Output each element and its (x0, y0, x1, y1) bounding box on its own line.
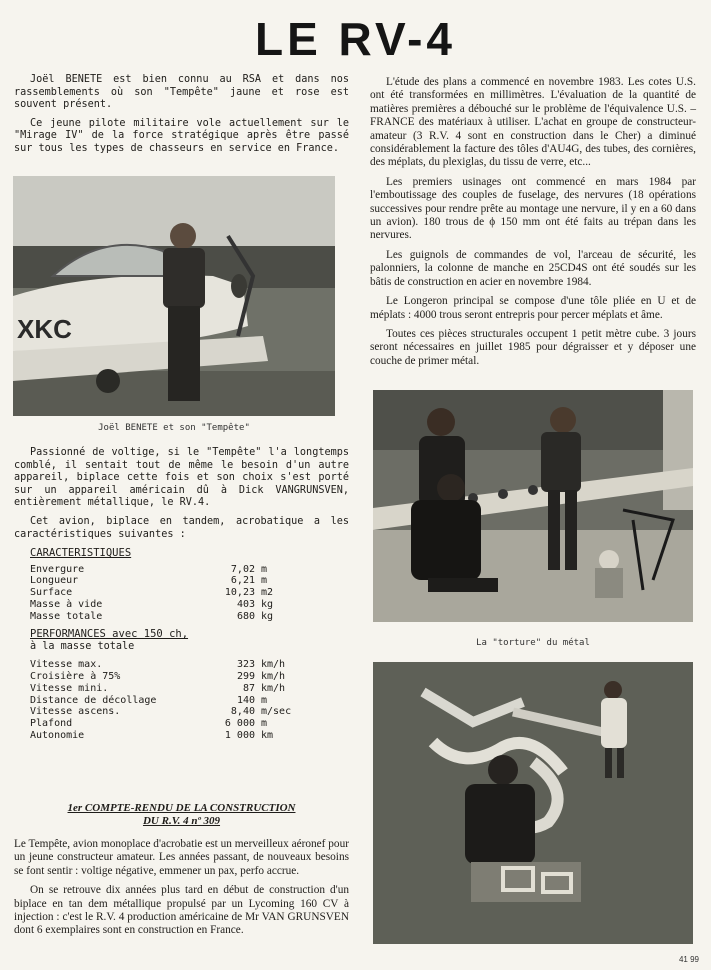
intro-paragraph: Ce jeune pilote militaire vole actuellement sur le "Mirage IV" de la force stratégique après être passé sur tous les types de chasseurs en service en France. (14, 117, 349, 154)
perf-label: Vitesse max. (30, 659, 103, 671)
perf-unit: m (261, 717, 268, 729)
spec-value: 6,21 (230, 575, 255, 587)
perf-value: 87 (242, 682, 255, 694)
spec-unit: m (261, 563, 268, 575)
spec-value: 10,23 (224, 587, 255, 599)
photo-pilot-with-plane (13, 176, 335, 416)
table-row (14, 659, 349, 671)
construction-report (14, 790, 349, 944)
report-heading-line: 1er COMPTE-RENDU DE LA CONSTRUCTION (67, 802, 296, 814)
body-paragraph: L'étude des plans a commencé en novembre 1983. Les cotes U.S. ont été transformées en millimètres. L'évaluation de la quantité de matières premières a débouché sur le problème de l'équivalence U.S. – FRANCE des matériaux à utiliser. L'achat en groupe de constructeur-amateur (3 R.V. 4 sont en construction dans le Cher) a diminué considérablement la facture des tôles d'AU4G, des tubes, des cornières, des méplats, du plexiglas, du tissu de verre, etc... (370, 76, 696, 169)
spec-label: Masse à vide (30, 598, 103, 610)
report-heading-line: DU R.V. 4 nº 309 (142, 815, 221, 827)
body-paragraph: On se retrouve dix années plus tard en début de construction d'un biplace en tan dem métallique propulsé par un Lycoming 160 CV à injection : c'est le R.V. 4 production américaine de Mr VAN GRUNSVEN dont 6 exemplaires sont en construction en France. (14, 884, 349, 937)
perf-value: 323 (236, 659, 255, 671)
photo-workshop-image (373, 390, 693, 622)
performances-table (14, 659, 349, 741)
photo-parts-on-lawn (373, 662, 693, 944)
left-intro (14, 74, 349, 162)
specs-table (14, 564, 349, 623)
report-heading (14, 802, 349, 828)
photo-caption: La "torture" du métal (476, 638, 590, 648)
performances-heading: PERFORMANCES avec 150 ch, (30, 628, 189, 641)
perf-value: 299 (236, 671, 255, 683)
perf-label: Plafond (30, 717, 73, 729)
photo-parts-on-lawn-image (373, 662, 693, 944)
perf-value: 140 (236, 694, 255, 706)
perf-label: Croisière à 75% (30, 671, 121, 683)
spec-label: Masse totale (30, 610, 103, 622)
spec-unit: m2 (261, 587, 274, 599)
page-title: LE RV-4 (255, 13, 456, 65)
table-row (14, 730, 349, 742)
perf-unit: km/h (261, 671, 286, 683)
table-row (14, 564, 349, 576)
body-paragraph: Les guignols de commandes de vol, l'arceau de sécurité, les palonniers, la colonne de manche en 25CD4S ont été soudés sur les bâtis de construction en acier en novembre 1984. (370, 248, 696, 288)
spec-value: 680 (236, 610, 255, 622)
right-text (370, 76, 696, 374)
photo-caption: Joël BENETE et son "Tempête" (98, 423, 250, 433)
body-paragraph: Toutes ces pièces structurales occupent 1 petit mètre cube. 3 jours seront nécessaires en juillet 1985 pour dégraisser et y déposer une couche de primer métal. (370, 327, 696, 367)
perf-label: Vitesse mini. (30, 682, 109, 694)
photo-workshop (373, 390, 693, 622)
table-row (14, 575, 349, 587)
perf-label: Autonomie (30, 729, 85, 741)
left-middle-text (14, 447, 349, 741)
spec-value: 7,02 (230, 563, 255, 575)
perf-unit: km/h (261, 659, 286, 671)
perf-unit: m/sec (261, 706, 292, 718)
table-row (14, 718, 349, 730)
photo-pilot-with-plane-image (13, 176, 335, 416)
spec-label: Longueur (30, 575, 79, 587)
specs-heading: CARACTERISTIQUES (30, 547, 132, 560)
perf-unit: km (261, 729, 274, 741)
perf-value: 8,40 (230, 706, 255, 718)
table-row (14, 706, 349, 718)
perf-unit: km/h (261, 682, 286, 694)
table-row (14, 695, 349, 707)
perf-value: 1 000 (224, 729, 255, 741)
page-number: 41 99 (678, 955, 699, 964)
body-paragraph: Passionné de voltige, si le "Tempête" l'a longtemps comblé, il sentait tout de même le besoin d'un autre appareil, biplace cette fois et son choix s'est porté sur un appareil américain dû à Dick VANGRUNSVEN, entièrement métallique, le RV.4. (14, 447, 349, 509)
body-paragraph: Cet avion, biplace en tandem, acrobatique a les caractéristiques suivantes : (14, 515, 349, 540)
spec-unit: kg (261, 610, 274, 622)
body-paragraph: Les premiers usinages ont commencé en mars 1984 par l'emboutissage des couples de fuselage, des nervures (18 opérations successives pour rendre prête au montage une nervure, il y en a 60 dans un avion). 180 trous de ϕ 150 mm ont été faits au trépan dans les nervures. (370, 175, 696, 242)
spec-unit: kg (261, 598, 274, 610)
spec-value: 403 (236, 598, 255, 610)
body-paragraph: Le Tempête, avion monoplace d'acrobatie est un merveilleux aéronef pour un jeune constructeur amateur. Les années passant, de nouveaux besoins se font sentir : voltige négative, emmener un pax, perfo accrue. (14, 838, 349, 877)
plane-registration: XKC (17, 314, 72, 344)
spec-label: Surface (30, 587, 73, 599)
table-row (14, 611, 349, 623)
table-row (14, 671, 349, 683)
table-row (14, 683, 349, 695)
perf-label: Distance de décollage (30, 694, 157, 706)
table-row (14, 599, 349, 611)
table-row (14, 587, 349, 599)
perf-label: Vitesse ascens. (30, 706, 121, 718)
spec-label: Envergure (30, 563, 85, 575)
body-paragraph: Le Longeron principal se compose d'une tôle pliée en U et de méplats : 4000 trous seront entrepris pour percer méplats et âme. (370, 295, 696, 321)
perf-unit: m (261, 694, 268, 706)
spec-unit: m (261, 575, 268, 587)
intro-paragraph: Joël BENETE est bien connu au RSA et dans nos rassemblements où son "Tempête" jaune et rose est souvent présent. (14, 74, 349, 111)
performances-subheading: à la masse totale (30, 640, 135, 652)
perf-value: 6 000 (224, 717, 255, 729)
